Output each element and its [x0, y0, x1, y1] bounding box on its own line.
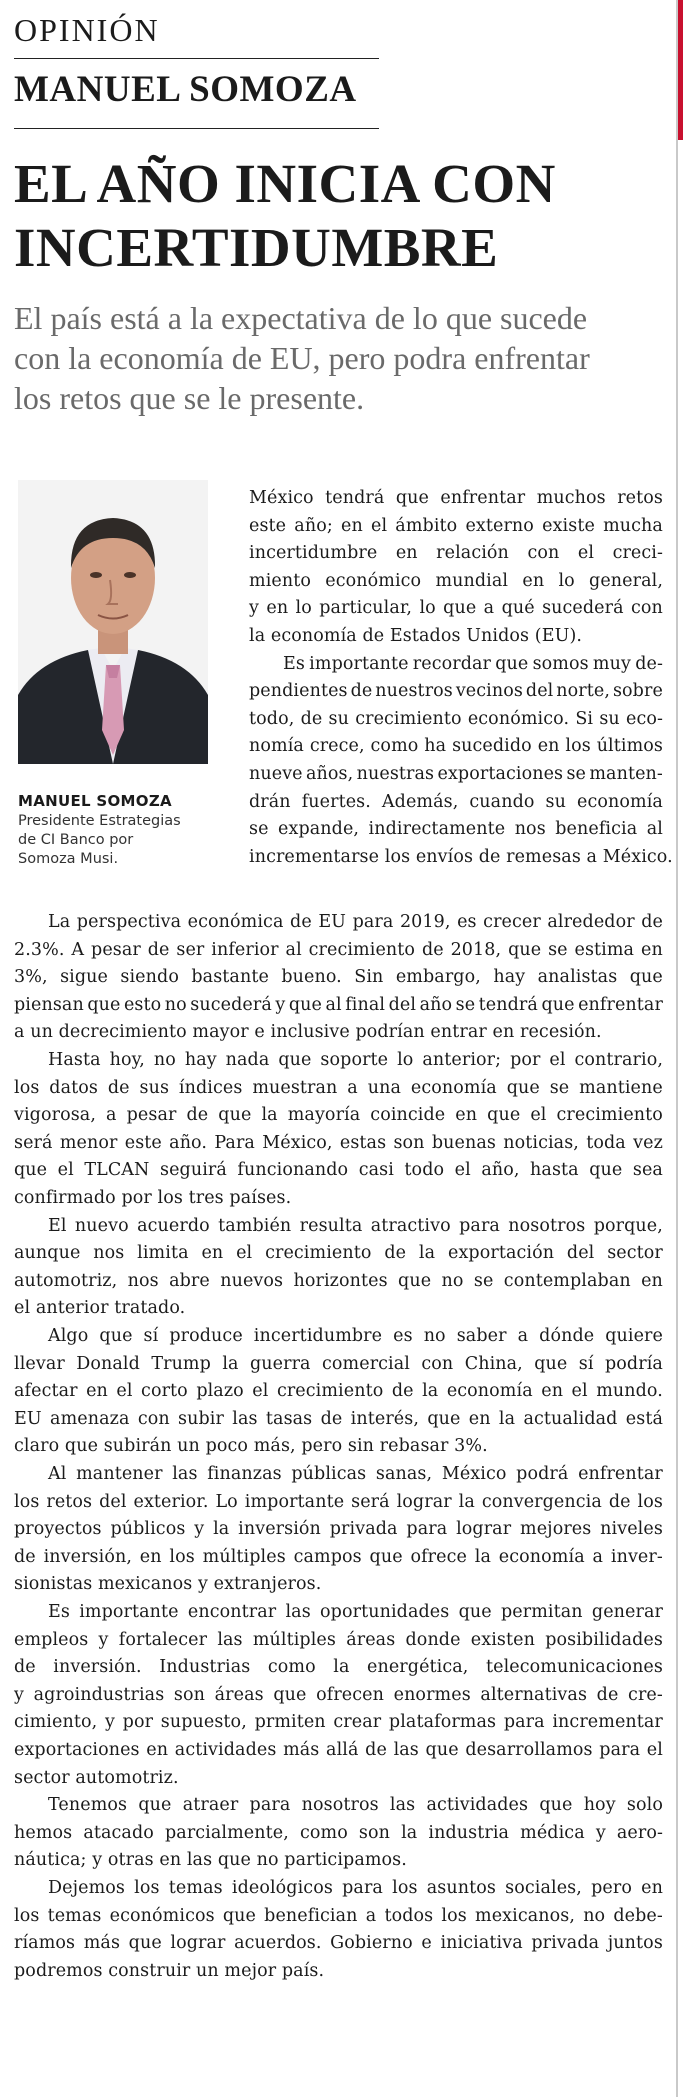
body-line: ríamos más que lograr acuerdos. Gobierno e iniciativa privada juntos — [14, 1933, 663, 1954]
body-line: pendientes de nuestros vecinos del norte, sobre — [249, 681, 663, 702]
caption-role-line: de CI Banco por — [18, 832, 134, 848]
body-line: el anterior tratado. — [14, 1298, 186, 1319]
body-line: Dejemos los temas ideológicos para los asuntos sociales, pero en — [48, 1878, 663, 1898]
body-line: sector automotriz. — [14, 1767, 179, 1788]
page-edge-line — [676, 0, 678, 2097]
author-photo — [18, 480, 208, 764]
body-line: El nuevo acuerdo también resulta atractivo para nosotros porque, — [48, 1215, 663, 1236]
author-rule — [14, 128, 379, 129]
body-line: piensan que esto no sucederá y que al final del año se tendrá que enfrentar — [14, 994, 663, 1015]
body-line: este año; en el ámbito externo existe mucha — [249, 515, 663, 536]
body-line: Es importante encontrar las oportunidades que permitan generar — [48, 1602, 663, 1622]
body-line: nueve años, nuestras exportaciones se manten- — [249, 764, 663, 784]
body-line: miento económico mundial en lo general, — [249, 570, 663, 591]
body-line: náutica; y otras en las que no participamos. — [14, 1850, 407, 1871]
body-line: confirmado por los tres países. — [14, 1188, 292, 1208]
author-header: MANUEL SOMOZA — [14, 69, 357, 110]
body-line: llevar Donald Trump la guerra comercial con China, que sí podría — [14, 1353, 663, 1374]
caption-role-line: Presidente Estrategias — [18, 813, 181, 829]
body-line: vigorosa, a pesar de que la mayoría coincide en que el crecimiento — [14, 1105, 663, 1126]
body-line: drán fuertes. Además, cuando su economía — [249, 791, 663, 812]
body-line: será menor este año. Para México, estas son buenas noticias, toda vez — [14, 1132, 663, 1153]
body-line: La perspectiva económica de EU para 2019, es crecer alrededor de — [48, 912, 663, 932]
body-line: y agroindustrias son áreas que ofrecen enormes alternativas de cre- — [14, 1684, 663, 1705]
body-line: Algo que sí produce incertidumbre es no saber a dónde quiere — [48, 1326, 663, 1346]
section-rule — [14, 58, 379, 59]
body-line: empleos y fortalecer las múltiples áreas donde existen posibilidades — [14, 1629, 663, 1650]
photo-caption — [18, 792, 218, 869]
body-line: México tendrá que enfrentar muchos retos — [249, 488, 663, 508]
body-line: la economía de Estados Unidos (EU). — [249, 626, 583, 646]
author-portrait-image — [18, 480, 208, 764]
headline — [14, 152, 654, 280]
body-line: incertidumbre en relación con el creci- — [249, 543, 663, 564]
body-line: nomía crece, como ha sucedido en los últimos — [249, 736, 663, 757]
body-line: los retos del exterior. Lo importante será lograr la convergencia de los — [14, 1491, 663, 1512]
page-edge-accent — [678, 0, 683, 140]
body-line: Al mantener las finanzas públicas sanas, México podrá enfrentar — [48, 1464, 663, 1484]
body-line: EU amenaza con subir las tasas de interés, que en la actualidad está — [14, 1408, 663, 1429]
headline-line: EL AÑO INICIA CON — [14, 153, 556, 214]
body-line: Tenemos que atraer para nosotros las actividades que hoy solo — [48, 1795, 663, 1816]
body-line: claro que subirán un poco más, pero sin rebasar 3%. — [14, 1436, 488, 1457]
deck-line: con la economía de EU, pero podra enfrentar — [14, 340, 590, 376]
body-line: Es importante recordar que somos muy de- — [283, 653, 663, 674]
body-line: los temas económicos que benefician a todos los mexicanos, no debe- — [14, 1905, 663, 1926]
caption-role-line: Somoza Musi. — [18, 851, 119, 867]
body-line: todo, de su crecimiento económico. Si su eco- — [249, 708, 663, 729]
body-line: podremos construir un mejor país. — [14, 1960, 325, 1981]
body-line: 2.3%. A pesar de ser inferior al crecimiento de 2018, que se estima en — [14, 939, 663, 960]
caption-name: MANUEL SOMOZA — [18, 792, 172, 810]
body-line: de inversión, en los múltiples campos que ofrece la economía a inver- — [14, 1546, 663, 1567]
body-line: y en lo particular, lo que a qué sucederá con — [249, 598, 663, 619]
body-line: que el TLCAN seguirá funcionando casi todo el año, hasta que sea — [14, 1160, 663, 1181]
body-line: cimiento, y por supuesto, prmiten crear plataformas para incrementar — [14, 1712, 663, 1733]
body-line: automotriz, nos abre nuevos horizontes que no se contemplaban en — [14, 1270, 663, 1291]
headline-line: INCERTIDUMBRE — [14, 217, 499, 278]
body-line: sionistas mexicanos y extranjeros. — [14, 1574, 322, 1595]
body-line: los datos de sus índices muestran a una economía que se mantiene — [14, 1077, 663, 1098]
body-line: afectar en el corto plazo el crecimiento de la economía en el mundo. — [14, 1381, 663, 1402]
body-line: a un decrecimiento mayor e inclusive podrían entrar en recesión. — [14, 1022, 602, 1043]
deck-line: los retos que se le presente. — [14, 380, 365, 416]
body-line: 3%, sigue siendo bastante bueno. Sin embargo, hay analistas que — [14, 967, 663, 988]
body-line: proyectos públicos y la inversión privada para lograr mejores niveles — [14, 1519, 663, 1540]
section-label: OPINIÓN — [14, 12, 160, 48]
deck-line: El país está a la expectativa de lo que sucede — [14, 300, 588, 336]
body-line: Hasta hoy, no hay nada que soporte lo anterior; por el contrario, — [48, 1050, 663, 1070]
deck — [14, 298, 674, 418]
body-line: hemos atacado parcialmente, como son la industria médica y aero- — [14, 1822, 663, 1843]
body-line: incrementarse los envíos de remesas a México. — [249, 846, 673, 867]
body-line: exportaciones en actividades más allá de las que desarrollamos para el — [14, 1740, 663, 1760]
body-line: aunque nos limita en el crecimiento de la exportación del sector — [14, 1243, 663, 1264]
body-line: de inversión. Industrias como la energética, telecomunicaciones — [14, 1657, 663, 1678]
body-line: se expande, indirectamente nos beneficia al — [249, 819, 663, 840]
